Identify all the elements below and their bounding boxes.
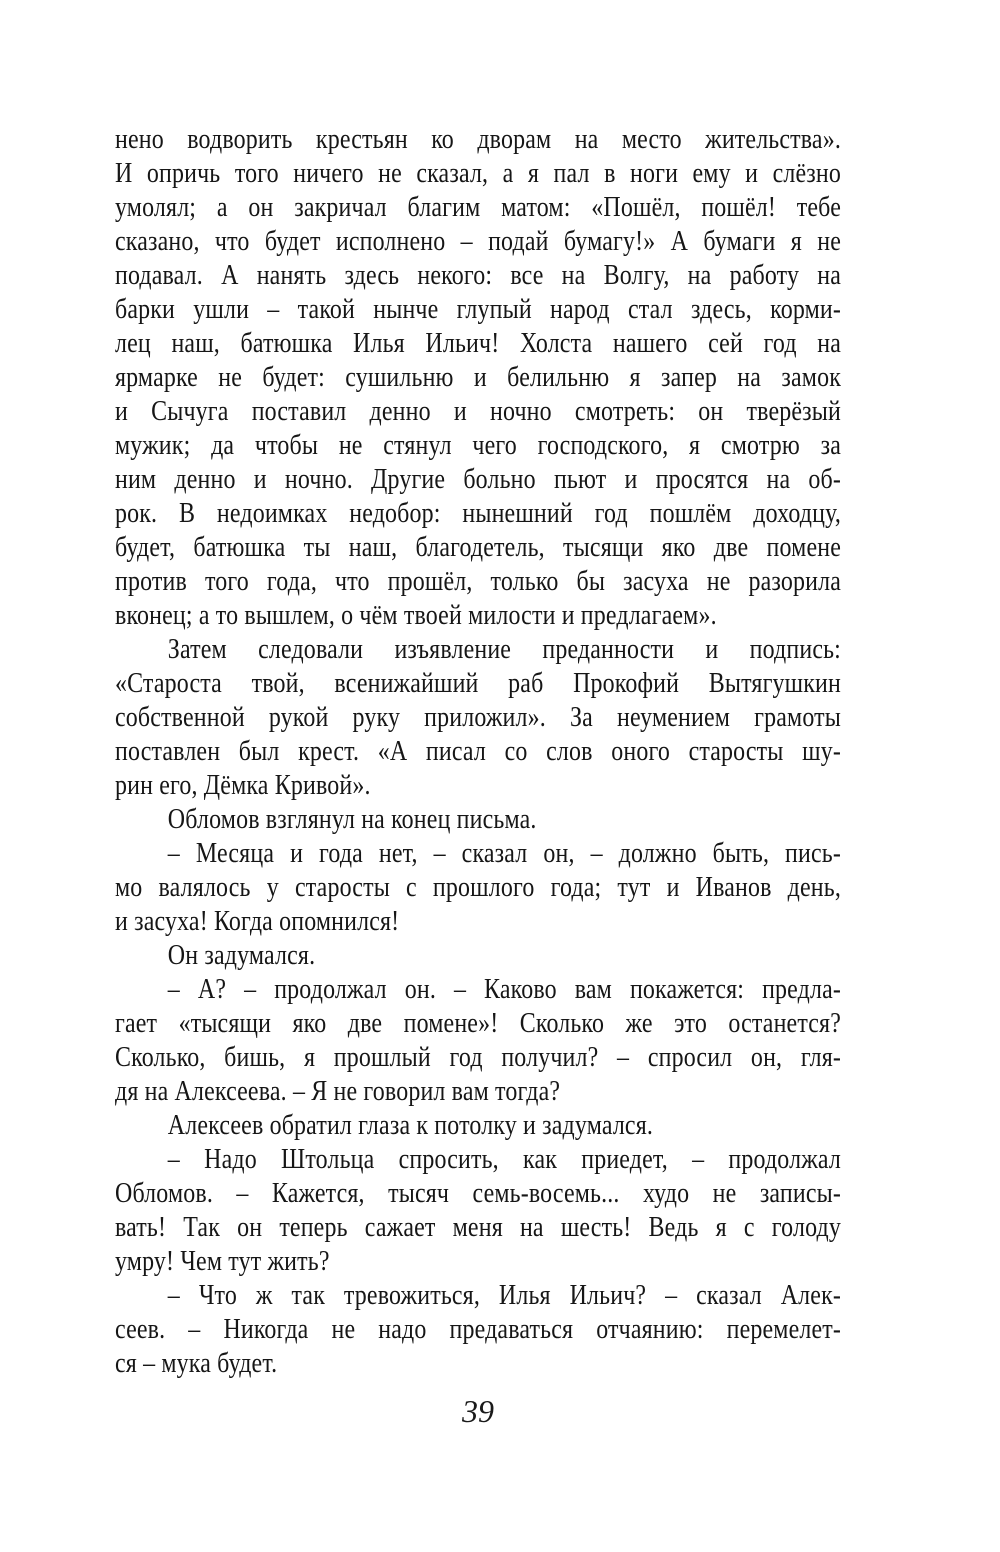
text-line: И опричь того ничего не сказал, а я пал в ноги ему и слёзно [115, 157, 841, 189]
text-line: будет, батюшка ты наш, благодетель, тысящи яко две помене [115, 531, 841, 563]
text-line: – Месяца и года нет, – сказал он, – должно быть, пись- [167, 837, 842, 869]
text-line: – Надо Штольца спросить, как приедет, – продолжал [167, 1143, 842, 1175]
text-line: Обломов. – Кажется, тысяч семь-восемь... худо не записы- [115, 1177, 841, 1209]
paragraph [115, 802, 841, 836]
page-text [115, 122, 841, 1380]
text-line: Алексеев обратил глаза к потолку и задумался. [167, 1109, 654, 1141]
text-line: – Что ж так тревожиться, Илья Ильич? – сказал Алек- [167, 1279, 842, 1311]
text-line: Он задумался. [167, 939, 316, 971]
text-line: умолял; а он закричал благим матом: «Пошёл, пошёл! тебе [115, 191, 841, 223]
text-line: против того года, что прошёл, только бы засуха не разорила [115, 565, 841, 597]
paragraph [115, 122, 841, 632]
text-line: «Староста твой, всенижайший раб Прокофий Вытягушкин [115, 667, 841, 699]
text-line: сеев. – Никогда не надо предаваться отчаянию: перемелет- [115, 1313, 841, 1345]
text-line: Сколько, бишь, я прошлый год получил? – спросил он, гля- [115, 1041, 841, 1073]
text-line: Затем следовали изъявление преданности и подпись: [167, 633, 842, 665]
text-line: ним денно и ночно. Другие больно пьют и просятся на об- [115, 463, 841, 495]
page-number: 39 [462, 1393, 494, 1429]
text-line: гает «тысящи яко две помене»! Сколько же это останется? [115, 1007, 841, 1039]
text-line: рин его, Дёмка Кривой». [115, 769, 371, 801]
text-line: умру! Чем тут жить? [115, 1245, 330, 1277]
text-line: поставлен был крест. «А писал со слов оного старосты шу- [115, 735, 841, 767]
text-line: ся – мука будет. [115, 1347, 278, 1379]
paragraph [115, 1142, 841, 1278]
text-line: мо валялось у старосты с прошлого года; тут и Иванов день, [115, 871, 841, 903]
text-line: – А? – продолжал он. – Каково вам покажется: предла- [167, 973, 842, 1005]
text-line: вконец; а то вышлем, о чём твоей милости и предлагаем». [115, 599, 717, 631]
text-line: и Сычуга поставил денно и ночно смотреть: он тверёзый [115, 395, 841, 427]
text-column [115, 122, 841, 1380]
text-line: рок. В недоимках недобор: нынешний год пошлём доходцу, [115, 497, 841, 529]
text-line: Обломов взглянул на конец письма. [167, 803, 537, 835]
paragraph [115, 938, 841, 972]
text-line: барки ушли – такой нынче глупый народ стал здесь, корми- [115, 293, 841, 325]
text-line: мужик; да чтобы не стянул чего господского, я смотрю за [115, 429, 841, 461]
text-line: лец наш, батюшка Илья Ильич! Холста нашего сей год на [115, 327, 841, 359]
text-line: вать! Так он теперь сажает меня на шесть! Ведь я с голоду [115, 1211, 841, 1243]
paragraph [115, 972, 841, 1108]
text-line: и засуха! Когда опомнился! [115, 905, 400, 937]
text-line: дя на Алексеева. – Я не говорил вам тогда? [115, 1075, 561, 1107]
paragraph [115, 1108, 841, 1142]
text-line: нено водворить крестьян ко дворам на место жительства». [115, 123, 841, 155]
text-line: собственной рукой руку приложил». За неумением грамоты [115, 701, 841, 733]
text-line: подавал. А нанять здесь некого: все на Волгу, на работу на [115, 259, 841, 291]
text-line: ярмарке не будет: сушильню и белильню я запер на замок [115, 361, 841, 393]
paragraph [115, 1278, 841, 1380]
paragraph [115, 632, 841, 802]
text-line: сказано, что будет исполнено – подай бумагу!» А бумаги я не [115, 225, 841, 257]
paragraph [115, 836, 841, 938]
